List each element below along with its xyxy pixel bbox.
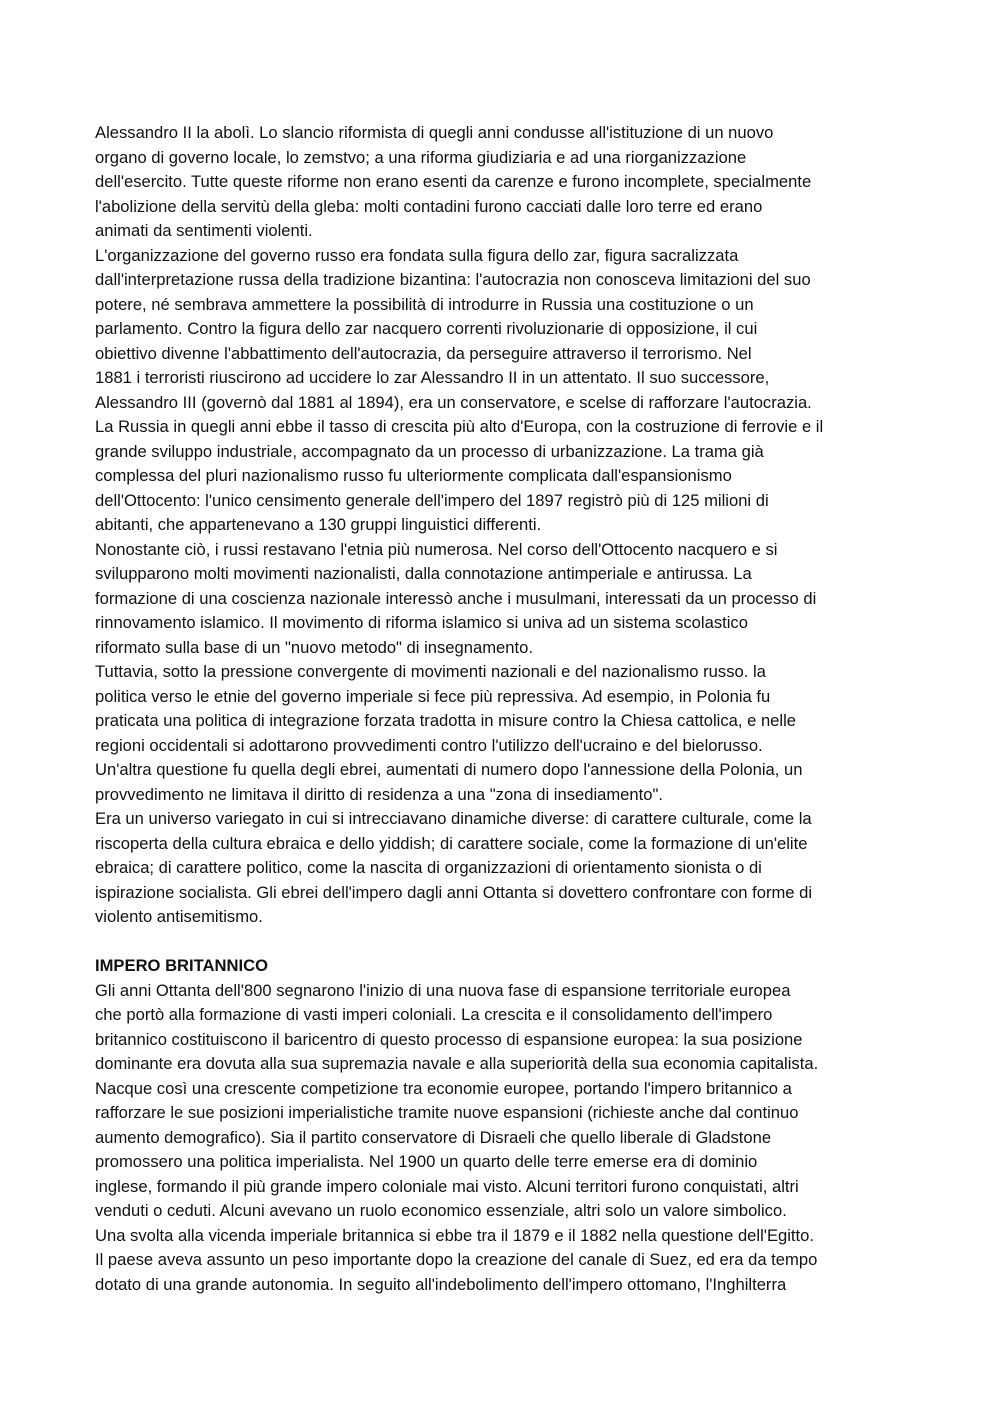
text-line: svilupparono molti movimenti nazionalisti, dalla connotazione antimperiale e antirussa. La	[95, 564, 752, 583]
text-line: violento antisemitismo.	[95, 907, 263, 926]
text-line: organo di governo locale, lo zemstvo; a una riforma giudiziaria e ad una riorganizzazione	[95, 147, 747, 167]
text-line: Tuttavia, sotto la pressione convergente di movimenti nazionali e del nazionalismo russo. la	[95, 662, 766, 681]
text-line: ebraica; di carattere politico, come la nascita di organizzazioni di orientamento sionista o di	[95, 858, 762, 877]
text-line: venduti o ceduti. Alcuni avevano un ruolo economico essenziale, altri solo un valore simbolico.	[95, 1201, 787, 1220]
text-line: formazione di una coscienza nazionale interessò anche i musulmani, interessati da un processo di	[95, 588, 817, 608]
text-line: dominante era dovuta alla sua supremazia navale e alla superiorità della sua economia capitalista.	[95, 1054, 819, 1073]
text-line: provvedimento ne limitava il diritto di residenza a una "zona di insediamento".	[95, 784, 663, 804]
text-line: dell'Ottocento: l'unico censimento generale dell'impero del 1897 registrò più di 125 milioni di	[95, 490, 769, 510]
text-line: La Russia in quegli anni ebbe il tasso di crescita più alto d'Europa, con la costruzione di ferrovie e il	[95, 417, 824, 436]
text-line: potere, né sembrava ammettere la possibilità di introdurre in Russia una costituzione o un	[95, 294, 754, 314]
text-line: regioni occidentali si adottarono provvedimenti contro l'utilizzo dell'ucraino e del bielorusso.	[95, 735, 763, 755]
text-line: aumento demografico). Sia il partito conservatore di Disraeli che quello liberale di Gladstone	[95, 1127, 772, 1147]
document-page	[95, 121, 907, 1297]
text-line: Gli anni Ottanta dell'800 segnarono l'inizio di una nuova fase di espansione territoriale europea	[95, 980, 791, 1000]
text-line: riformato sulla base di un "nuovo metodo" di insegnamento.	[95, 637, 533, 657]
section-heading: IMPERO BRITANNICO	[95, 956, 269, 975]
text-line: abitanti, che appartenevano a 130 gruppi linguistici differenti.	[95, 515, 542, 534]
text-line: Un'altra questione fu quella degli ebrei, aumentati di numero dopo l'annessione della Polonia, un	[95, 760, 803, 779]
paragraph-gap	[95, 930, 907, 955]
text-line: parlamento. Contro la figura dello zar nacquero correnti rivoluzionarie di opposizione, il cui	[95, 319, 758, 338]
text-line: rafforzare le sue posizioni imperialistiche tramite nuove espansioni (richieste anche dal continuo	[95, 1103, 799, 1122]
text-line: grande sviluppo industriale, accompagnato da un processo di urbanizzazione. La trama già	[95, 441, 764, 461]
text-line: Una svolta alla vicenda imperiale britannica si ebbe tra il 1879 e il 1882 nella questione dell'Egitto.	[95, 1225, 814, 1245]
text-line: britannico costituiscono il baricentro di questo processo di espansione europea: la sua posizione	[95, 1029, 803, 1049]
text-line: animati da sentimenti violenti.	[95, 221, 313, 240]
text-line: Il paese aveva assunto un peso importante dopo la creazione del canale di Suez, ed era da tempo	[95, 1250, 818, 1269]
section-british-empire-text	[95, 979, 907, 1298]
text-line: praticata una politica di integrazione forzata tradotta in misure contro la Chiesa cattolica, e nelle	[95, 711, 797, 730]
text-line: Alessandro II la abolì. Lo slancio riformista di quegli anni condusse all'istituzione di un nuovo	[95, 123, 774, 142]
text-line: Alessandro III (governò dal 1881 al 1894), era un conservatore, e scelse di rafforzare l'autocrazia.	[95, 392, 812, 412]
text-line: inglese, formando il più grande impero coloniale mai visto. Alcuni territori furono conquistati, altri	[95, 1176, 799, 1196]
section-russia-text	[95, 121, 907, 930]
text-line: obiettivo divenne l'abbattimento dell'autocrazia, da perseguire attraverso il terrorismo. Nel	[95, 343, 752, 363]
text-line: l'abolizione della servitù della gleba: molti contadini furono cacciati dalle loro terre ed erano	[95, 196, 763, 216]
text-line: promossero una politica imperialista. Nel 1900 un quarto delle terre emerse era di dominio	[95, 1152, 758, 1171]
text-line: ispirazione socialista. Gli ebrei dell'impero dagli anni Ottanta si dovettero confrontare con forme di	[95, 882, 813, 902]
text-line: Nacque così una crescente competizione tra economie europee, portando l'impero britannico a	[95, 1078, 792, 1098]
text-line: rinnovamento islamico. Il movimento di riforma islamico si univa ad un sistema scolastico	[95, 613, 748, 632]
text-line: politica verso le etnie del governo imperiale si fece più repressiva. Ad esempio, in Polonia fu	[95, 686, 771, 706]
text-line: Era un universo variegato in cui si intrecciavano dinamiche diverse: di carattere culturale, come la	[95, 809, 812, 828]
text-line: complessa del pluri nazionalismo russo fu ulteriormente complicata dall'espansionismo	[95, 466, 732, 485]
text-line: riscoperta della cultura ebraica e dello yiddish; di carattere sociale, come la formazione di un'elite	[95, 833, 808, 853]
text-line: dall'interpretazione russa della tradizione bizantina: l'autocrazia non conosceva limitazioni del suo	[95, 270, 811, 289]
text-line: che portò alla formazione di vasti imperi coloniali. La crescita e il consolidamento dell'impero	[95, 1005, 773, 1024]
text-line: dell'esercito. Tutte queste riforme non erano esenti da carenze e furono incomplete, specialmente	[95, 172, 812, 191]
text-line: 1881 i terroristi riuscirono ad uccidere lo zar Alessandro II in un attentato. Il suo successore,	[95, 368, 770, 387]
text-line: Nonostante ciò, i russi restavano l'etnia più numerosa. Nel corso dell'Ottocento nacquero e si	[95, 539, 778, 559]
text-line: dotato di una grande autonomia. In seguito all'indebolimento dell'impero ottomano, l'Inghilterra	[95, 1274, 787, 1294]
text-line: L'organizzazione del governo russo era fondata sulla figura dello zar, figura sacralizzata	[95, 245, 739, 265]
